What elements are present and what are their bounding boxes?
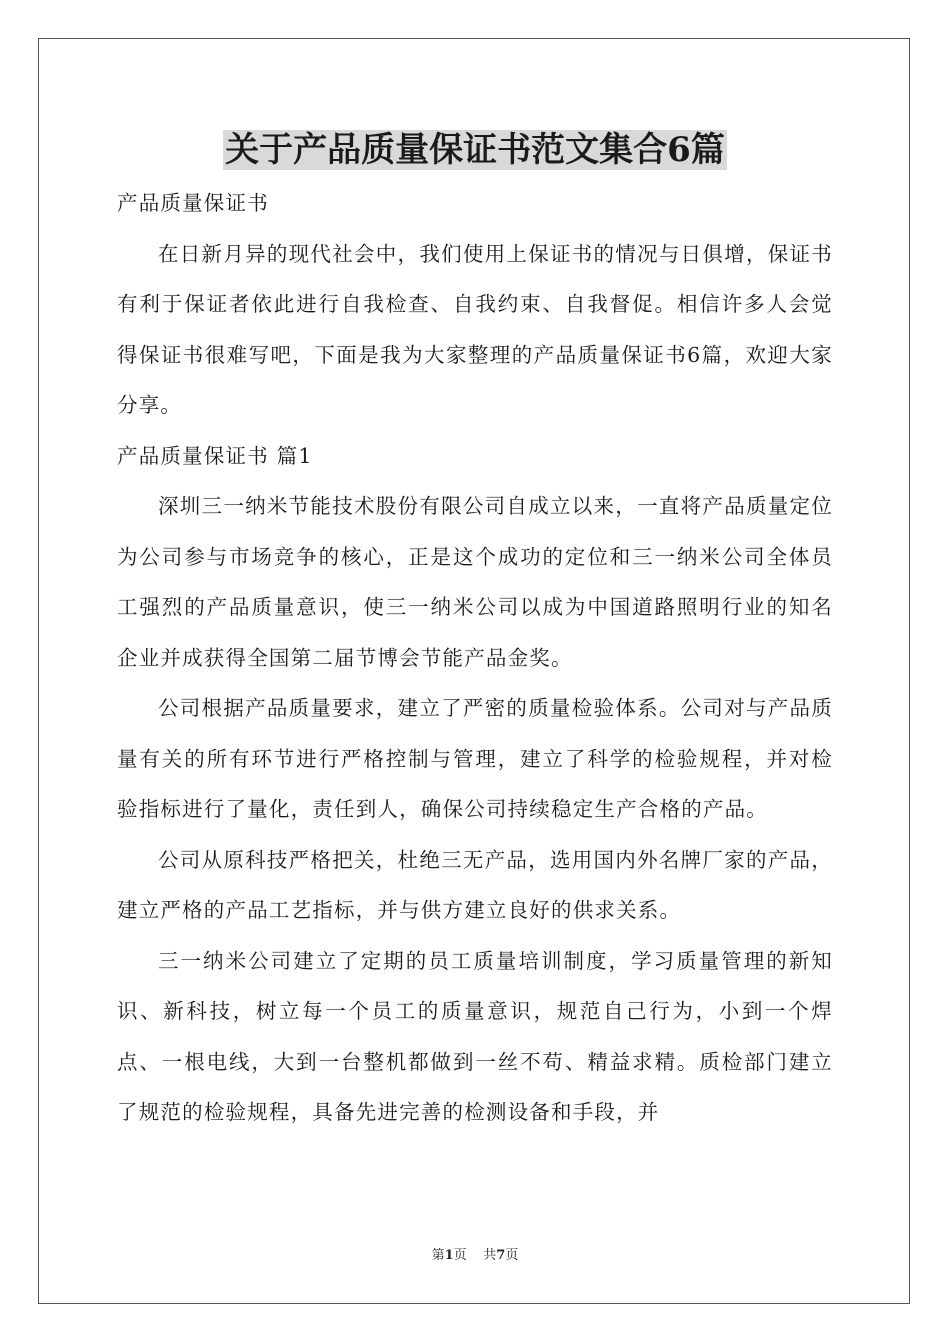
body-paragraph: 公司根据产品质量要求，建立了严密的质量检验体系。公司对与产品质量有关的所有环节进行严格控制与管理，建立了科学的检验规程，并对检验指标进行了量化，责任到人，确保公司持续稳定生产合格的产品。	[117, 696, 833, 821]
page-total: 共7页	[483, 1248, 519, 1263]
page-footer	[0, 1247, 950, 1265]
body-paragraph: 公司从原科技严格把关，杜绝三无产品，选用国内外名牌厂家的产品，建立严格的产品工艺指标，并与供方建立良好的供求关系。	[117, 847, 833, 922]
body-paragraph: 在日新月异的现代社会中，我们使用上保证书的情况与日俱增，保证书有利于保证者依此进行自我检查、自我约束、自我督促。相信许多人会觉得保证书很难写吧，下面是我为大家整理的产品质量保证书6篇，欢迎大家分享。	[117, 241, 833, 417]
document-body	[117, 178, 833, 1138]
section-heading: 产品质量保证书	[117, 191, 269, 215]
document-title-text: 关于产品质量保证书范文集合6篇	[225, 130, 725, 170]
section-heading: 产品质量保证书 篇1	[117, 443, 313, 468]
document-title	[0, 126, 950, 174]
body-paragraph: 三一纳米公司建立了定期的员工质量培训制度，学习质量管理的新知识、新科技，树立每一个员工的质量意识，规范自己行为，小到一个焊点、一根电线，大到一台整机都做到一丝不苟、精益求精。质检部门建立了规范的检验规程，具备先进完善的检测设备和手段，并	[117, 948, 833, 1124]
page-number: 第1页	[431, 1248, 467, 1263]
body-paragraph: 深圳三一纳米节能技术股份有限公司自成立以来，一直将产品质量定位为公司参与市场竞争的核心，正是这个成功的定位和三一纳米公司全体员工强烈的产品质量意识，使三一纳米公司以成为中国道路照明行业的知名企业并成获得全国第二届节博会节能产品金奖。	[117, 494, 833, 670]
